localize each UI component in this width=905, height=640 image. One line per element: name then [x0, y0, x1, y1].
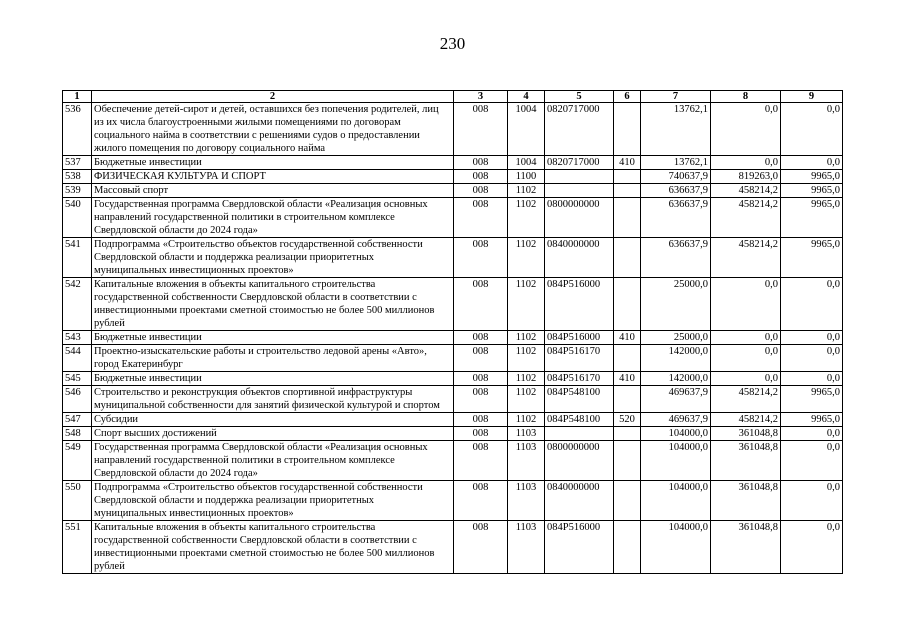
amount-col9: 0,0	[781, 481, 843, 521]
ministry-code: 008	[454, 386, 508, 413]
table-row	[63, 238, 843, 278]
section-code: 1103	[508, 441, 545, 481]
table-row	[63, 331, 843, 345]
row-number: 539	[63, 184, 92, 198]
row-number: 537	[63, 156, 92, 170]
expense-type-code: 520	[614, 413, 641, 427]
amount-col7: 142000,0	[641, 345, 711, 372]
row-name-line: Свердловской области до 2024 года»	[94, 225, 258, 236]
row-number: 544	[63, 345, 92, 372]
ministry-code: 008	[454, 372, 508, 386]
row-name-line: Строительство и реконструкция объектов спортивной инфраструктуры	[94, 387, 413, 398]
row-name-line: Государственная программа Свердловской области «Реализация основных	[94, 199, 428, 210]
row-name-line: Обеспечение детей-сирот и детей, оставшихся без попечения родителей, лиц	[94, 104, 439, 115]
ministry-code: 008	[454, 278, 508, 331]
header-cell: 8	[711, 91, 781, 103]
row-name	[92, 156, 454, 170]
expense-type-code	[614, 427, 641, 441]
row-name-line: Капитальные вложения в объекты капитального строительства	[94, 279, 376, 290]
amount-col8: 361048,8	[711, 481, 781, 521]
row-name-line: Бюджетные инвестиции	[94, 157, 202, 168]
target-article-code: 084P516000	[545, 521, 614, 574]
row-number: 540	[63, 198, 92, 238]
amount-col7: 469637,9	[641, 413, 711, 427]
expense-type-code: 410	[614, 372, 641, 386]
amount-col7: 636637,9	[641, 184, 711, 198]
target-article-code: 084P516170	[545, 372, 614, 386]
amount-col9: 0,0	[781, 331, 843, 345]
row-number: 547	[63, 413, 92, 427]
table-row	[63, 386, 843, 413]
amount-col7: 636637,9	[641, 198, 711, 238]
table-row	[63, 427, 843, 441]
header-cell: 6	[614, 91, 641, 103]
amount-col8: 0,0	[711, 345, 781, 372]
target-article-code: 084P516000	[545, 331, 614, 345]
row-name-line: рублей	[94, 318, 125, 329]
ministry-code: 008	[454, 521, 508, 574]
amount-col8: 458214,2	[711, 386, 781, 413]
expense-type-code	[614, 184, 641, 198]
row-name-line: Спорт высших достижений	[94, 428, 217, 439]
row-name-line: муниципальных инвестиционных проектов»	[94, 265, 294, 276]
expense-type-code: 410	[614, 156, 641, 170]
expense-type-code: 410	[614, 331, 641, 345]
table-row	[63, 441, 843, 481]
row-name	[92, 278, 454, 331]
row-name-line: государственной собственности Свердловской области в соответствии с	[94, 535, 417, 546]
target-article-code: 084P516000	[545, 278, 614, 331]
table-row	[63, 521, 843, 574]
row-name-line: Субсидии	[94, 414, 139, 425]
amount-col9: 0,0	[781, 156, 843, 170]
row-number: 546	[63, 386, 92, 413]
amount-col8: 458214,2	[711, 184, 781, 198]
ministry-code: 008	[454, 413, 508, 427]
target-article-code: 0840000000	[545, 481, 614, 521]
table-row	[63, 345, 843, 372]
amount-col8: 0,0	[711, 156, 781, 170]
amount-col7: 25000,0	[641, 278, 711, 331]
amount-col8: 819263,0	[711, 170, 781, 184]
table-row	[63, 372, 843, 386]
amount-col7: 13762,1	[641, 156, 711, 170]
table-row	[63, 278, 843, 331]
header-cell: 5	[545, 91, 614, 103]
amount-col9: 9965,0	[781, 413, 843, 427]
row-name-line: Свердловской области и поддержка реализации приоритетных	[94, 495, 375, 506]
amount-col9: 9965,0	[781, 170, 843, 184]
row-name-line: Бюджетные инвестиции	[94, 373, 202, 384]
target-article-code: 0800000000	[545, 198, 614, 238]
row-name-line: Свердловской области и поддержка реализации приоритетных	[94, 252, 375, 263]
section-code: 1004	[508, 103, 545, 156]
expense-type-code	[614, 345, 641, 372]
row-name	[92, 198, 454, 238]
ministry-code: 008	[454, 331, 508, 345]
section-code: 1102	[508, 198, 545, 238]
amount-col9: 0,0	[781, 372, 843, 386]
row-name-line: Свердловской области до 2024 года»	[94, 468, 258, 479]
amount-col9: 0,0	[781, 103, 843, 156]
header-cell: 7	[641, 91, 711, 103]
amount-col9: 0,0	[781, 345, 843, 372]
section-code: 1103	[508, 481, 545, 521]
amount-col9: 0,0	[781, 427, 843, 441]
amount-col7: 104000,0	[641, 427, 711, 441]
row-number: 543	[63, 331, 92, 345]
row-name-line: муниципальных инвестиционных проектов»	[94, 508, 294, 519]
page-number: 230	[439, 34, 466, 53]
row-name-line: жилого помещения по договору социального найма	[94, 143, 326, 154]
row-name	[92, 441, 454, 481]
section-code: 1102	[508, 345, 545, 372]
ministry-code: 008	[454, 481, 508, 521]
amount-col8: 0,0	[711, 278, 781, 331]
row-name-line: инвестиционными проектами сметной стоимостью не более 500 миллионов	[94, 548, 435, 559]
row-name	[92, 238, 454, 278]
row-name	[92, 331, 454, 345]
header-cell: 4	[508, 91, 545, 103]
header-cell: 9	[781, 91, 843, 103]
table-row	[63, 184, 843, 198]
expense-type-code	[614, 441, 641, 481]
ministry-code: 008	[454, 184, 508, 198]
expense-type-code	[614, 521, 641, 574]
row-name-line: Подпрограмма «Строительство объектов государственной собственности	[94, 239, 423, 250]
amount-col7: 104000,0	[641, 441, 711, 481]
amount-col8: 458214,2	[711, 198, 781, 238]
header-cell: 2	[92, 91, 454, 103]
ministry-code: 008	[454, 103, 508, 156]
row-number: 550	[63, 481, 92, 521]
ministry-code: 008	[454, 441, 508, 481]
row-number: 538	[63, 170, 92, 184]
section-code: 1103	[508, 427, 545, 441]
amount-col8: 361048,8	[711, 427, 781, 441]
row-number: 551	[63, 521, 92, 574]
row-name	[92, 103, 454, 156]
row-name-line: город Екатеринбург	[94, 359, 183, 370]
row-name	[92, 386, 454, 413]
amount-col9: 9965,0	[781, 238, 843, 278]
target-article-code: 084P516170	[545, 345, 614, 372]
amount-col8: 458214,2	[711, 238, 781, 278]
expense-type-code	[614, 103, 641, 156]
section-code: 1100	[508, 170, 545, 184]
section-code: 1102	[508, 413, 545, 427]
amount-col7: 104000,0	[641, 521, 711, 574]
section-code: 1102	[508, 278, 545, 331]
row-name-line: Проектно-изыскательские работы и строительство ледовой арены «Авто»,	[94, 346, 427, 357]
row-name-line: ФИЗИЧЕСКАЯ КУЛЬТУРА И СПОРТ	[94, 171, 266, 182]
expense-type-code	[614, 386, 641, 413]
target-article-code: 084P548100	[545, 386, 614, 413]
amount-col8: 361048,8	[711, 521, 781, 574]
section-code: 1103	[508, 521, 545, 574]
row-name-line: направлений государственной политики в строительном комплексе	[94, 212, 395, 223]
expense-type-code	[614, 278, 641, 331]
amount-col7: 636637,9	[641, 238, 711, 278]
amount-col9: 9965,0	[781, 386, 843, 413]
table-row	[63, 170, 843, 184]
section-code: 1102	[508, 386, 545, 413]
amount-col7: 740637,9	[641, 170, 711, 184]
section-code: 1102	[508, 184, 545, 198]
header-cell: 3	[454, 91, 508, 103]
amount-col8: 0,0	[711, 331, 781, 345]
table-row	[63, 103, 843, 156]
amount-col7: 25000,0	[641, 331, 711, 345]
amount-col9: 0,0	[781, 278, 843, 331]
row-number: 536	[63, 103, 92, 156]
amount-col7: 142000,0	[641, 372, 711, 386]
row-name-line: инвестиционными проектами сметной стоимостью не более 500 миллионов	[94, 305, 435, 316]
row-name	[92, 345, 454, 372]
row-name-line: социального найма в соответствии с решениями судов о предоставлении	[94, 130, 420, 141]
target-article-code: 0820717000	[545, 156, 614, 170]
expense-type-code	[614, 238, 641, 278]
row-name-line: Бюджетные инвестиции	[94, 332, 202, 343]
target-article-code	[545, 170, 614, 184]
target-article-code: 0800000000	[545, 441, 614, 481]
ministry-code: 008	[454, 198, 508, 238]
amount-col9: 9965,0	[781, 184, 843, 198]
amount-col8: 361048,8	[711, 441, 781, 481]
table-row	[63, 413, 843, 427]
row-name-line: рублей	[94, 561, 125, 572]
target-article-code: 0840000000	[545, 238, 614, 278]
table-header-row	[63, 91, 843, 103]
row-name-line: Массовый спорт	[94, 185, 169, 196]
ministry-code: 008	[454, 156, 508, 170]
amount-col7: 13762,1	[641, 103, 711, 156]
amount-col9: 0,0	[781, 521, 843, 574]
expense-type-code	[614, 170, 641, 184]
ministry-code: 008	[454, 427, 508, 441]
section-code: 1102	[508, 331, 545, 345]
row-number: 548	[63, 427, 92, 441]
row-number: 549	[63, 441, 92, 481]
row-name-line: Подпрограмма «Строительство объектов государственной собственности	[94, 482, 423, 493]
row-name	[92, 481, 454, 521]
amount-col7: 469637,9	[641, 386, 711, 413]
target-article-code: 0820717000	[545, 103, 614, 156]
row-name	[92, 427, 454, 441]
budget-table	[62, 90, 843, 574]
target-article-code	[545, 427, 614, 441]
row-name	[92, 413, 454, 427]
table-body	[63, 103, 843, 574]
amount-col8: 0,0	[711, 103, 781, 156]
section-code: 1102	[508, 372, 545, 386]
row-name-line: Государственная программа Свердловской области «Реализация основных	[94, 442, 428, 453]
header-cell: 1	[63, 91, 92, 103]
section-code: 1004	[508, 156, 545, 170]
expense-type-code	[614, 198, 641, 238]
amount-col9: 9965,0	[781, 198, 843, 238]
row-number: 542	[63, 278, 92, 331]
ministry-code: 008	[454, 345, 508, 372]
row-name-line: Капитальные вложения в объекты капитального строительства	[94, 522, 376, 533]
row-name-line: государственной собственности Свердловской области в соответствии с	[94, 292, 417, 303]
row-name-line: муниципальной собственности для занятий физической культурой и спортом	[94, 400, 440, 411]
row-name-line: направлений государственной политики в строительном комплексе	[94, 455, 395, 466]
table-row	[63, 481, 843, 521]
section-code: 1102	[508, 238, 545, 278]
row-name-line: из их числа благоустроенными жилыми помещениями по договорам	[94, 117, 401, 128]
row-name	[92, 184, 454, 198]
ministry-code: 008	[454, 238, 508, 278]
row-name	[92, 170, 454, 184]
row-name	[92, 521, 454, 574]
expense-type-code	[614, 481, 641, 521]
amount-col7: 104000,0	[641, 481, 711, 521]
target-article-code: 084P548100	[545, 413, 614, 427]
row-number: 545	[63, 372, 92, 386]
target-article-code	[545, 184, 614, 198]
row-number: 541	[63, 238, 92, 278]
table-row	[63, 198, 843, 238]
amount-col8: 0,0	[711, 372, 781, 386]
ministry-code: 008	[454, 170, 508, 184]
row-name	[92, 372, 454, 386]
amount-col9: 0,0	[781, 441, 843, 481]
amount-col8: 458214,2	[711, 413, 781, 427]
table-row	[63, 156, 843, 170]
